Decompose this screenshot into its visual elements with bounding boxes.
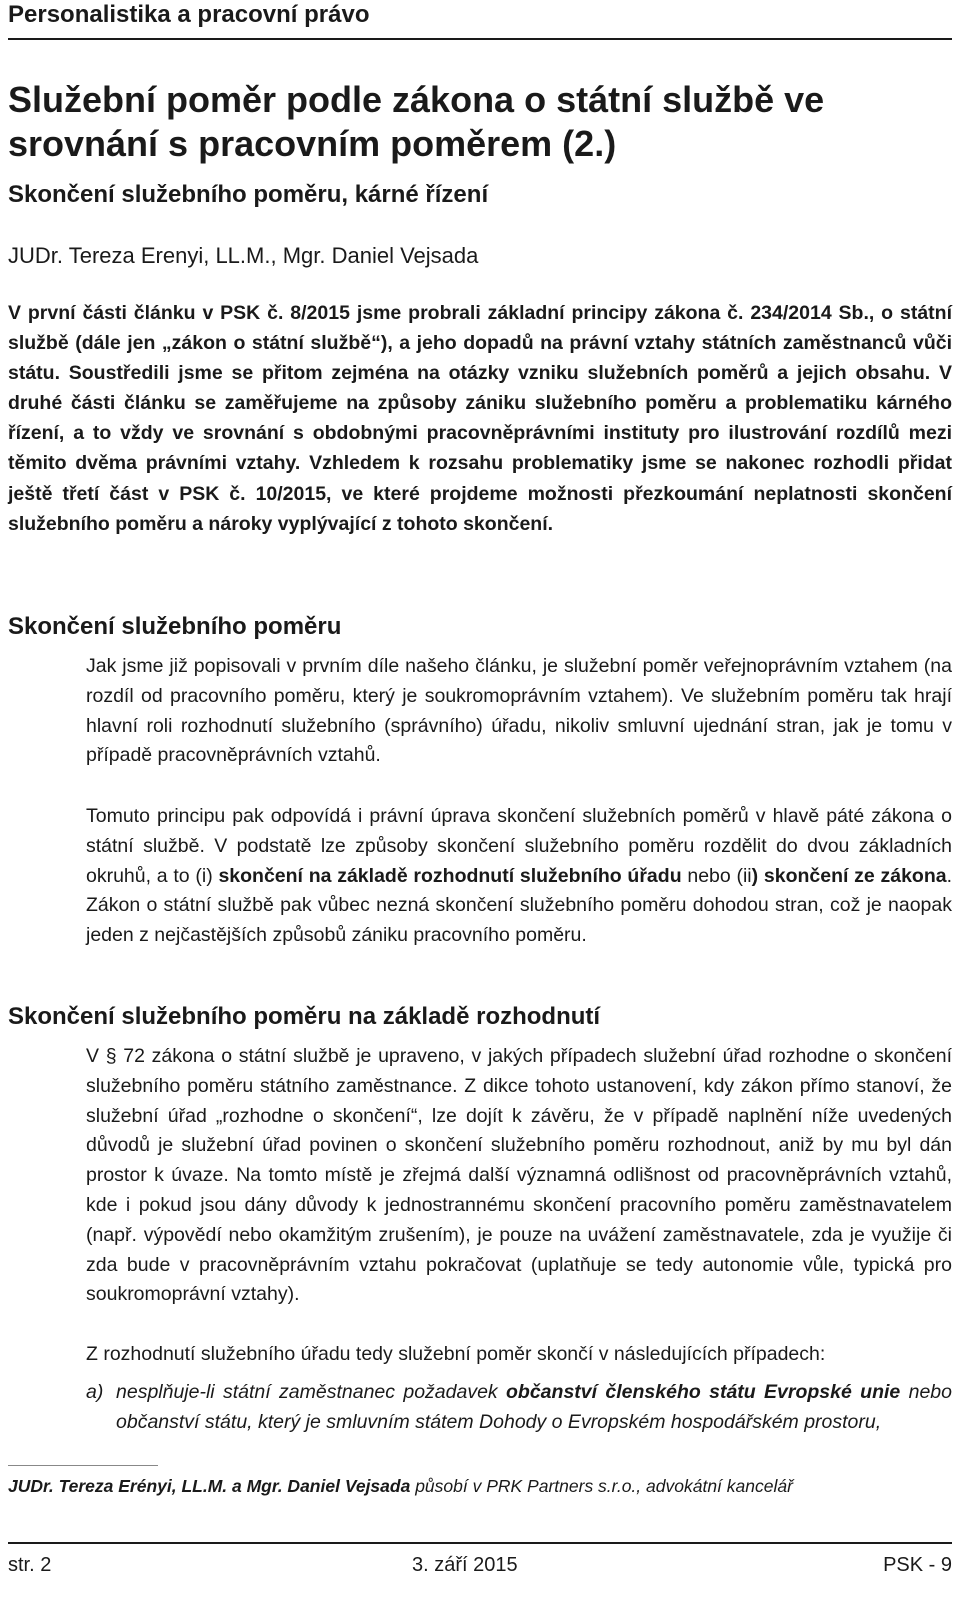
list-marker: a)	[86, 1381, 104, 1403]
page-header	[8, 0, 952, 30]
text-run: nebo (ii	[681, 864, 752, 887]
author-footnote	[8, 1474, 952, 1498]
text-run: . Zákon o státní službě pak vůbec nezná skončení služebního poměru dohodou stran, což je naopak jeden z nejčastějších způsobů zániku pracovního poměru.	[86, 864, 953, 947]
page-number: str. 2	[8, 1554, 52, 1576]
article-subtitle: Skončení služebního poměru, kárné řízení	[8, 181, 489, 208]
list-item	[86, 1378, 952, 1438]
article-title: Služební poměr podle zákona o státní službě ve srovnání s pracovním poměrem (2.)	[8, 79, 825, 164]
article-authors: JUDr. Tereza Erenyi, LL.M., Mgr. Daniel Vejsada	[8, 243, 479, 268]
article-intro: V první části článku v PSK č. 8/2015 jsme probrali základní principy zákona č. 234/2014 Sb., o státní službě (dále jen „zákon o státní službě“), a jeho dopadů na právní vztahy státních zaměstnanců vůči státu. Soustředili jsme se přitom zejména na otázky vzniku služebních poměrů a jejich obsahu. V druhé části článku se zaměřujeme na způsoby zániku služebního poměru a problematiku kárného řízení, a to vždy ve srovnání s obdobnými pracovněprávními instituty pro ilustrování rozdílů mezi těmito dvěma právními vztahy. Vzhledem k rozsahu problematiky jsme se nakonec rozhodli přidat ještě třetí část v PSK č. 10/2015, ve které projdeme možnosti přezkoumání neplatnosti skončení služebního poměru a nároky vyplývající z tohoto skončení.	[8, 302, 952, 535]
paragraph: Jak jsme již popisovali v prvním díle našeho článku, je služební poměr veřejnoprávním vztahem (na rozdíl od pracovního poměru, který je soukromoprávním vztahem). Ve služebním poměru tak hrají hlavní roli rozhodnutí služebního (správního) úřadu, nikoliv smluvní ujednání stran, jak je tomu v případě pracovněprávních vztahů.	[86, 655, 952, 767]
section-heading-termination: Skončení služebního poměru	[8, 613, 342, 640]
footer-divider	[8, 1542, 952, 1544]
header-divider	[8, 38, 952, 40]
text-run: nebo občanství státu, který je smluvním státem Dohody o Evropském hospodářském prostoru,	[116, 1381, 952, 1433]
paragraph	[86, 802, 952, 951]
text-run-bold: ) skončení ze zákona	[751, 864, 947, 887]
section-heading-termination-by-decision: Skončení služebního poměru na základě rozhodnutí	[8, 1003, 601, 1030]
paragraph: Z rozhodnutí služebního úřadu tedy služební poměr skončí v následujících případech:	[86, 1343, 826, 1365]
text-run-bold: skončení na základě rozhodnutí služebního úřadu	[218, 864, 682, 887]
paragraph: V § 72 zákona o státní službě je upraveno, v jakých případech služební úřad rozhodne o skončení služebního poměru státního zaměstnance. Z dikce tohoto ustanovení, kdy zákon přímo stanoví, že služební úřad „rozhodne o skončení“, lze dojít k závěru, že v případě naplnění níže uvedených důvodů je služební úřad povinen o skončení služebního poměru rozhodnout, aniž by mu byl dán prostor k úvaze. Na tomto místě je zřejmá další významná odlišnost od pracovněprávních vztahů, kde i pokud jsou dány důvody k jednostrannému skončení pracovního poměru zaměstnavatelem (např. výpovědí nebo okamžitým zrušením), je pouze na uvážení zaměstnavatele, zda je využije či zda bude v pracovněprávním vztahu pokračovat (uplatňuje se tedy autonomie vůle, typická pro soukromoprávní vztahy).	[86, 1045, 952, 1306]
text-run-bold: občanství členského státu Evropské unie	[506, 1381, 901, 1403]
footnote-divider	[8, 1465, 158, 1466]
text-run: nesplňuje-li státní zaměstnanec požadavek	[116, 1381, 507, 1403]
issue-date: 3. září 2015	[412, 1554, 518, 1576]
footnote-names: JUDr. Tereza Erényi, LL.M. a Mgr. Daniel Vejsada	[8, 1476, 411, 1496]
footnote-text: působí v PRK Partners s.r.o., advokátní kancelář	[410, 1476, 793, 1496]
section-header-title: Personalistika a pracovní právo	[8, 1, 370, 28]
text-run: Tomuto principu pak odpovídá i právní úprava skončení služebních poměrů v hlavě páté zákona o státní službě. V podstatě lze způsoby skončení služebního poměru rozdělit do dvou základních okruhů, a to (i)	[86, 805, 952, 887]
list-item-text	[116, 1378, 952, 1438]
issue-label: PSK - 9	[883, 1554, 952, 1576]
